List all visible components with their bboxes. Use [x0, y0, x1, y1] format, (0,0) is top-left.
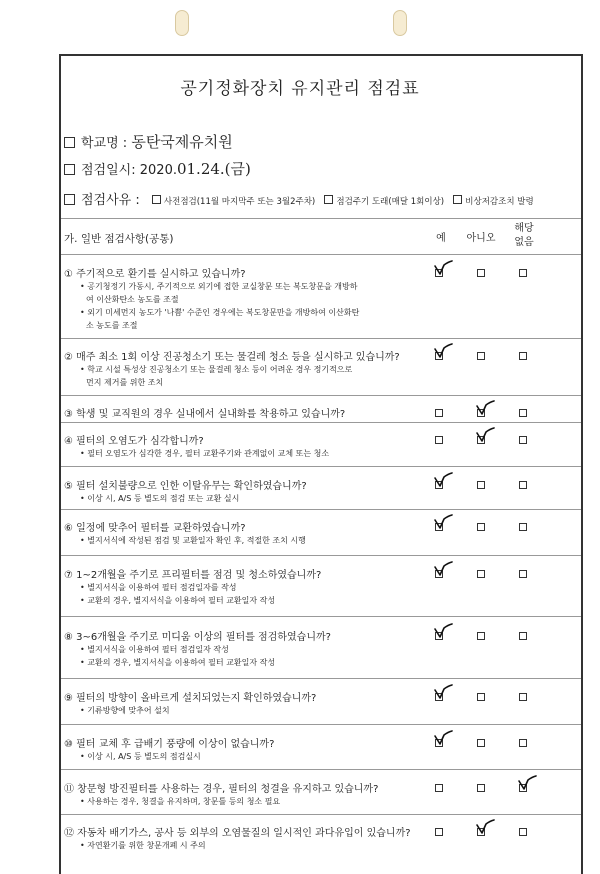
checkmark-icon	[474, 426, 496, 444]
answer-checkbox[interactable]	[435, 784, 443, 792]
question-note: • 별지서식을 이용하여 필터 점검일자를 작성	[80, 583, 237, 592]
checkmark-icon	[432, 471, 454, 489]
question-note: • 외기 미세먼지 농도가 '나쁨' 수준인 경우에는 복도창문만을 개방하여 이산화탄	[80, 308, 360, 317]
checkmark-icon	[432, 513, 454, 531]
question-note: • 자연환기를 위한 창문개폐 시 주의	[80, 841, 206, 850]
column-yes: 예	[436, 233, 446, 244]
answer-checkbox[interactable]	[519, 269, 527, 277]
checkmark-icon	[432, 683, 454, 701]
answer-checkbox[interactable]	[519, 632, 527, 640]
checkbox-icon[interactable]	[324, 195, 333, 204]
checkmark-icon	[432, 622, 454, 640]
row-divider	[61, 616, 581, 617]
question-note: • 교환의 경우, 별지서식을 이용하여 필터 교환일자 작성	[80, 658, 276, 667]
row-divider	[61, 338, 581, 339]
checkbox-icon[interactable]	[152, 195, 161, 204]
question-note: 여 이산화탄소 농도를 조절	[86, 295, 179, 304]
answer-checkbox[interactable]	[519, 436, 527, 444]
question-note: • 학교 시설 특성상 진공청소기 또는 물걸레 청소 등이 어려운 경우 정기적으로	[80, 365, 353, 374]
date-handwritten: 01.24.(금)	[176, 160, 251, 178]
answer-checkbox[interactable]	[519, 828, 527, 836]
answer-checkbox[interactable]	[519, 693, 527, 701]
row-divider	[61, 395, 581, 396]
question-text: ⑩ 필터 교체 후 급배기 풍량에 이상이 없습니까?	[64, 739, 275, 750]
question-text: ③ 학생 및 교직원의 경우 실내에서 실내화를 착용하고 있습니까?	[64, 409, 346, 420]
checkmark-icon	[474, 399, 496, 417]
answer-checkbox[interactable]	[435, 828, 443, 836]
answer-checkbox[interactable]	[477, 269, 485, 277]
checkmark-icon	[432, 729, 454, 747]
row-divider	[61, 218, 581, 219]
date-row	[64, 158, 251, 179]
row-divider	[61, 814, 581, 815]
answer-checkbox[interactable]	[519, 523, 527, 531]
answer-checkbox[interactable]	[477, 481, 485, 489]
answer-checkbox[interactable]	[435, 409, 443, 417]
row-divider	[61, 555, 581, 556]
column-not-applicable: 해당 없음	[514, 223, 534, 248]
question-note: • 공기청정기 가동시, 주기적으로 외기에 접한 교실창문 또는 복도창문을 개방하	[80, 282, 358, 291]
question-text: ② 매주 최소 1회 이상 진공청소기 또는 물걸레 청소 등을 실시하고 있습니까?	[64, 352, 400, 363]
checkbox-icon[interactable]	[64, 164, 75, 175]
answer-checkbox[interactable]	[477, 784, 485, 792]
row-divider	[61, 678, 581, 679]
column-no: 아니오	[466, 233, 496, 244]
checkbox-icon[interactable]	[64, 194, 75, 205]
question-text: ⑪ 창문형 방진필터를 사용하는 경우, 필터의 청결을 유지하고 있습니까?	[64, 784, 379, 795]
reason-option-1: 사전점검(11월 마지막주 또는 3월2주차)	[163, 197, 316, 207]
question-note: • 교환의 경우, 별지서식을 이용하여 필터 교환일자 작성	[80, 596, 276, 605]
question-note: • 별지서식을 이용하여 필터 점검일자 작성	[80, 645, 229, 654]
school-row	[64, 131, 233, 152]
question-text: ① 주기적으로 환기를 실시하고 있습니까?	[64, 269, 246, 280]
checkmark-icon	[516, 774, 538, 792]
answer-checkbox[interactable]	[519, 739, 527, 747]
row-divider	[61, 466, 581, 467]
answer-checkbox[interactable]	[477, 693, 485, 701]
answer-checkbox[interactable]	[519, 570, 527, 578]
question-note: 소 농도를 조절	[86, 321, 138, 330]
checkmark-icon	[432, 560, 454, 578]
question-text: ④ 필터의 오염도가 심각합니까?	[64, 436, 204, 447]
question-note: • 사용하는 경우, 청결을 유지하며, 창문틀 등의 청소 필요	[80, 797, 281, 806]
answer-checkbox[interactable]	[477, 739, 485, 747]
page-title: 공기정화장치 유지관리 점검표	[180, 79, 420, 99]
checkmark-icon	[432, 342, 454, 360]
row-divider	[61, 254, 581, 255]
date-label: 점검일시:	[81, 163, 140, 178]
row-divider	[61, 769, 581, 770]
answer-checkbox[interactable]	[477, 570, 485, 578]
answer-checkbox[interactable]	[519, 409, 527, 417]
reason-option-3: 비상저감조치 발령	[465, 197, 534, 207]
question-text: ⑥ 일정에 맞추어 필터를 교환하였습니까?	[64, 523, 246, 534]
reason-row	[64, 189, 534, 208]
question-text: ⑨ 필터의 방향이 올바르게 설치되었는지 확인하였습니까?	[64, 693, 317, 704]
binder-hole-right	[393, 10, 407, 36]
binder-hole-left	[175, 10, 189, 36]
date-printed: 2020.	[139, 163, 177, 178]
question-text: ⑫ 자동차 배기가스, 공사 등 외부의 오염물질의 일시적인 과다유입이 있습니까?	[64, 828, 411, 839]
question-text: ⑦ 1~2개월을 주기로 프리필터를 점검 및 청소하였습니까?	[64, 570, 322, 581]
question-note: 먼지 제거를 위한 조치	[86, 378, 164, 387]
answer-checkbox[interactable]	[519, 481, 527, 489]
answer-checkbox[interactable]	[435, 436, 443, 444]
checkmark-icon	[474, 818, 496, 836]
section-title: 가. 일반 점검사항(공통)	[64, 233, 174, 245]
reason-option-2: 점검주기 도래(매달 1회이상)	[336, 197, 445, 207]
question-note: • 이상 시, A/S 등 별도의 점검실시	[80, 752, 201, 761]
question-text: ⑤ 필터 설치불량으로 인한 이탈유무는 확인하였습니까?	[64, 481, 307, 492]
question-note: • 이상 시, A/S 등 별도의 점검 또는 교환 실시	[80, 494, 240, 503]
answer-checkbox[interactable]	[519, 352, 527, 360]
checkmark-icon	[432, 259, 454, 277]
row-divider	[61, 422, 581, 423]
row-divider	[61, 509, 581, 510]
question-note: • 기류방향에 맞추어 설치	[80, 706, 170, 715]
checkbox-icon[interactable]	[453, 195, 462, 204]
school-label: 학교명 :	[81, 136, 132, 151]
school-value: 동탄국제유치원	[131, 133, 233, 151]
question-text: ⑧ 3~6개월을 주기로 미디움 이상의 필터를 점검하였습니까?	[64, 632, 331, 643]
question-note: • 별지서식에 작성된 점검 및 교환일자 확인 후, 적절한 조치 시행	[80, 536, 306, 545]
answer-checkbox[interactable]	[477, 632, 485, 640]
answer-checkbox[interactable]	[477, 523, 485, 531]
reason-label: 점검사유 :	[81, 193, 140, 208]
row-divider	[61, 724, 581, 725]
answer-checkbox[interactable]	[477, 352, 485, 360]
checkbox-icon[interactable]	[64, 137, 75, 148]
question-note: • 필터 오염도가 심각한 경우, 필터 교환주기와 관계없이 교체 또는 청소	[80, 449, 330, 458]
